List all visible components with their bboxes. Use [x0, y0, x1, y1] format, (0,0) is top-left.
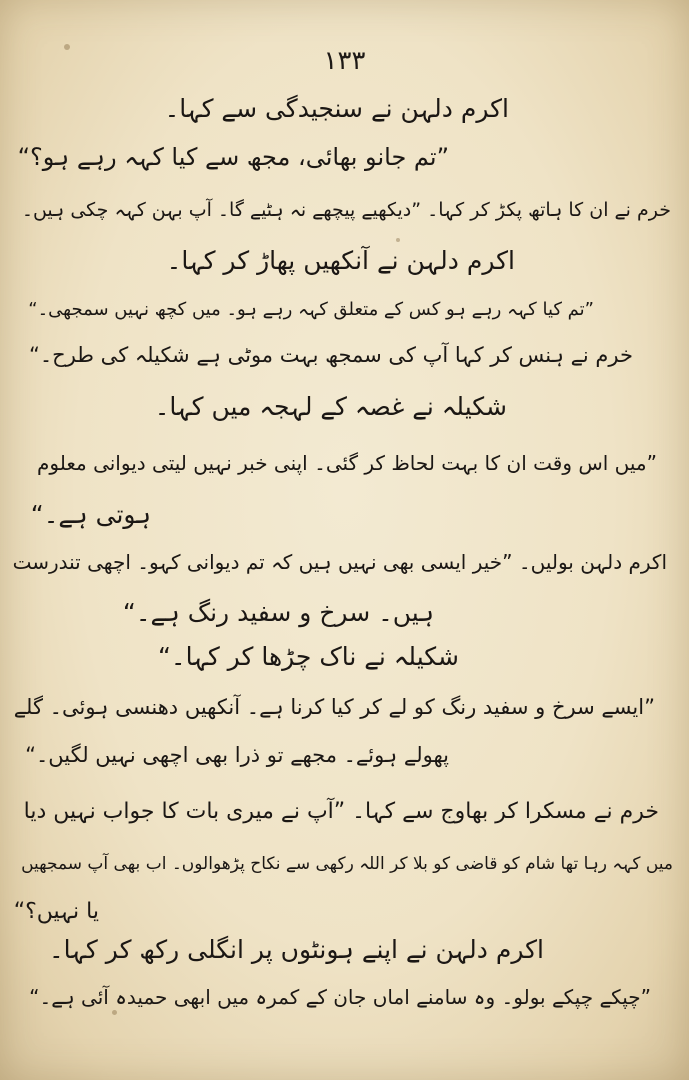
text-line: خرم نے مسکرا کر بھاوج سے کہا۔ ”آپ نے میری بات کا جواب نہیں دیا	[23, 799, 659, 824]
text-line: اکرم دلہن نے اپنے ہونٹوں پر انگلی رکھ کر کہا۔	[49, 935, 544, 964]
text-line: شکیلہ نے غصہ کے لہجہ میں کہا۔	[154, 392, 507, 421]
text-line: ”تم کیا کہہ رہے ہو کس کے متعلق کہہ رہے ہو۔ میں کچھ نہیں سمجھی۔“	[28, 299, 594, 320]
text-line: یا نہیں؟“	[13, 899, 99, 924]
text-line: شکیلہ نے ناک چڑھا کر کہا۔“	[157, 642, 459, 671]
text-line: اکرم دلہن بولیں۔ ”خیر ایسی بھی نہیں ہیں کہ تم دیوانی کہو۔ اچھی تندرست	[12, 550, 667, 574]
text-line: ہوتی ہے۔“	[30, 500, 151, 529]
text-line: اکرم دلہن نے سنجیدگی سے کہا۔	[164, 94, 509, 123]
text-line: میں کہہ رہا تھا شام کو قاضی کو بلا کر اللہ رکھی سے نکاح پڑھوالوں۔ اب بھی آپ سمجھیں	[21, 854, 673, 874]
text-line: خرم نے ہنس کر کہا آپ کی سمجھ بہت موٹی ہے شکیلہ کی طرح۔“	[28, 343, 633, 367]
text-line: پھولے ہوئے۔ مجھے تو ذرا بھی اچھی نہیں لگیں۔“	[25, 743, 449, 767]
text-line: ہیں۔ سرخ و سفید رنگ ہے۔“	[122, 598, 434, 627]
text-line: ”چپکے چپکے بولو۔ وہ سامنے اماں جان کے کمرہ میں ابھی حمیدہ آئی ہے۔“	[29, 985, 651, 1009]
text-line: خرم نے ان کا ہاتھ پکڑ کر کہا۔ ”دیکھیے پیچھے نہ ہٹیے گا۔ آپ بہن کہہ چکی ہیں۔	[21, 199, 671, 221]
page-number: ١٣٣	[323, 46, 366, 76]
text-line: ”ایسے سرخ و سفید رنگ کو لے کر کیا کرنا ہے۔ آنکھیں دھنسی ہوئی۔ گلے	[13, 695, 655, 719]
text-line: اکرم دلہن نے آنکھیں پھاڑ کر کہا۔	[166, 246, 515, 275]
text-line: ”تم جانو بھائی، مجھ سے کیا کہہ رہے ہو؟“	[17, 143, 449, 171]
text-line: ”میں اس وقت ان کا بہت لحاظ کر گئی۔ اپنی خبر نہیں لیتی دیوانی معلوم	[37, 451, 657, 475]
